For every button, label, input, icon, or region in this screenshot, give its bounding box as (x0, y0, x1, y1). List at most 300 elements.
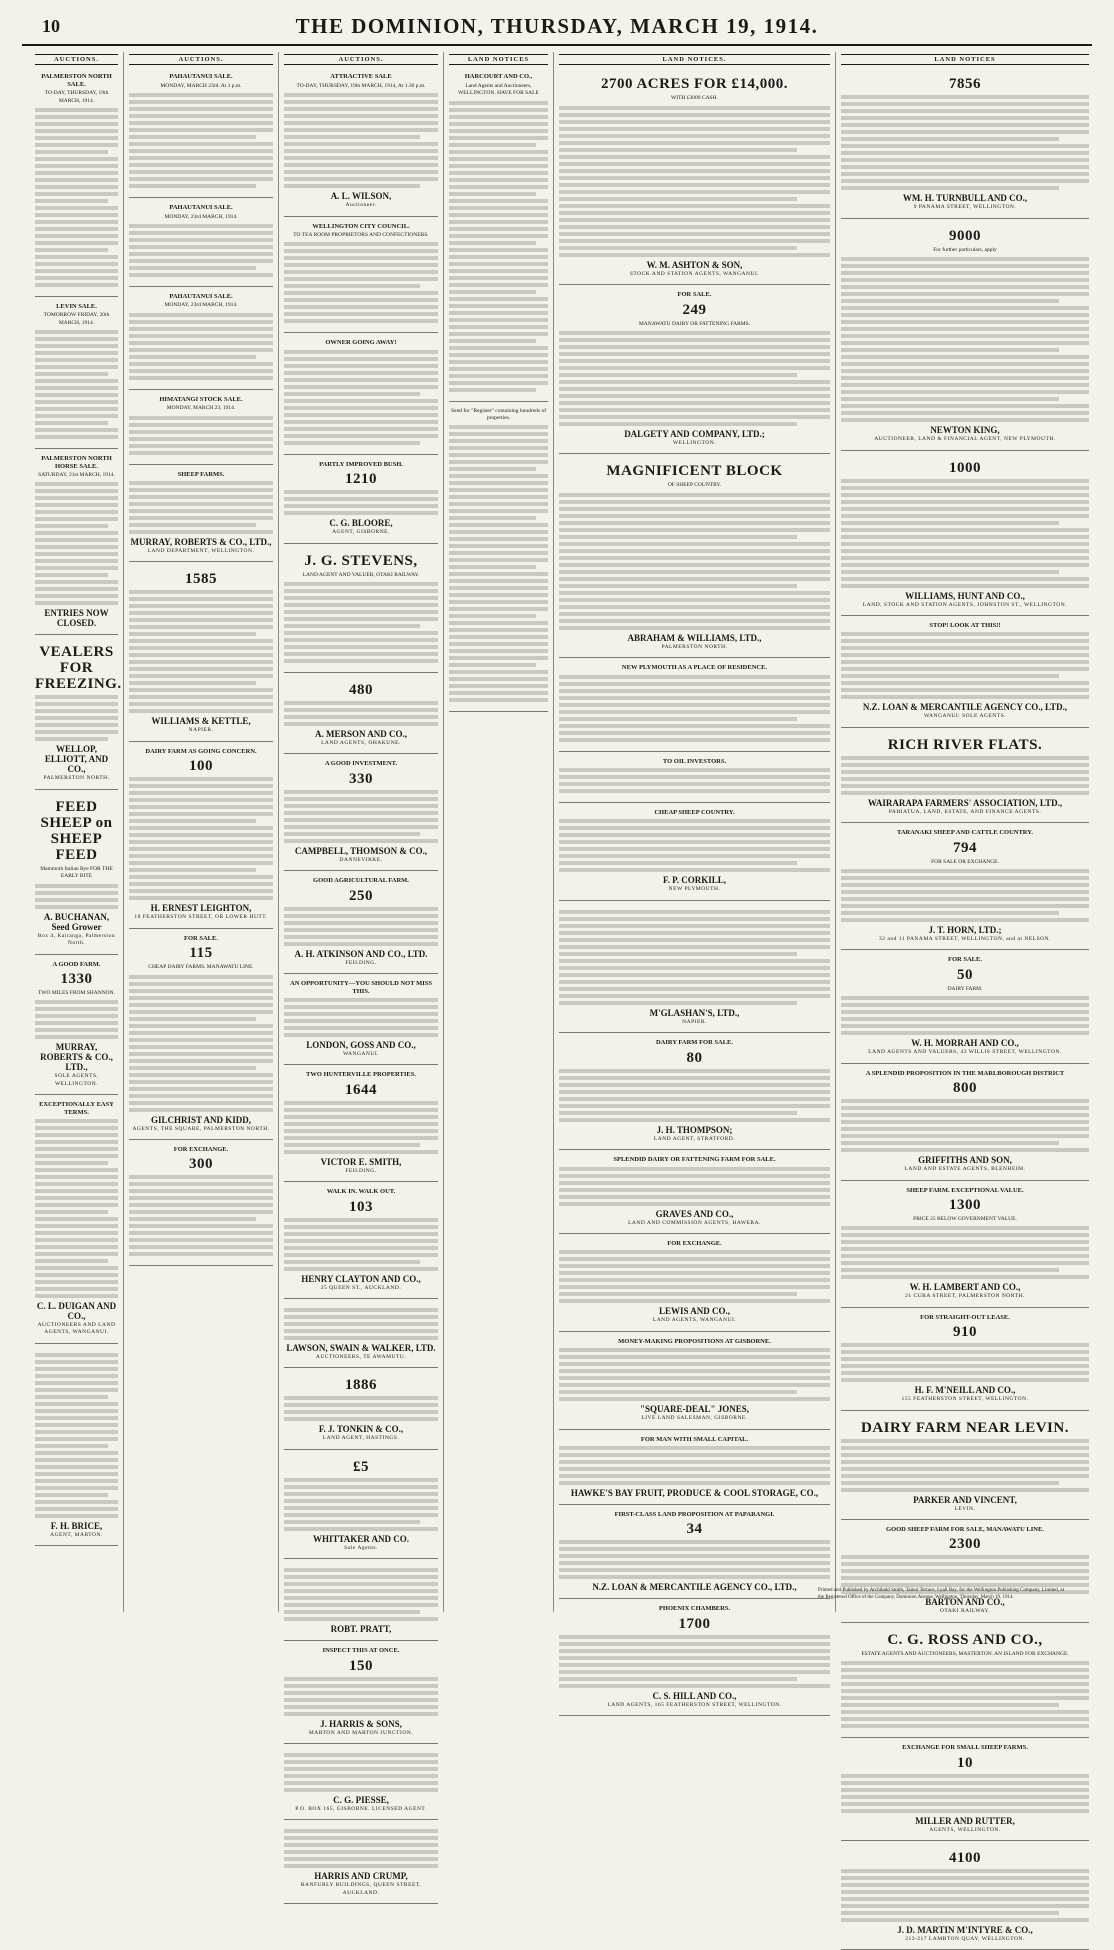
text-line (129, 1210, 273, 1214)
text-line (559, 1250, 830, 1254)
text-line (35, 1147, 118, 1151)
ad-subheading: TO-DAY, THURSDAY, 19th MARCH, 1914, At 1.30 p.m. (296, 82, 426, 89)
text-line (35, 1119, 118, 1123)
text-line (841, 770, 1089, 774)
ad-heading: EXCHANGE FOR SMALL SHEEP FARMS. (902, 1744, 1028, 1752)
text-line (129, 868, 256, 872)
text-line (35, 580, 118, 584)
ad-headline: 10 (957, 1754, 973, 1771)
text-line (35, 227, 118, 231)
text-line (841, 507, 1089, 511)
text-line (449, 220, 548, 224)
ad-body-text (284, 1829, 438, 1868)
text-line (841, 791, 1089, 795)
text-line (559, 127, 830, 131)
text-line (129, 437, 273, 441)
ad-agent-location: WANGANUI. (342, 1050, 380, 1057)
text-line (284, 1610, 420, 1614)
text-line (129, 646, 273, 650)
text-line (841, 1710, 1089, 1714)
text-line (559, 366, 830, 370)
ad-agent-name: HAWKE'S BAY FRUIT, PRODUCE & COOL STORAGE, CO., (570, 1487, 819, 1498)
ad-subheading: TO TEA ROOM PROPRIETORS AND CONFECTIONERS. (293, 232, 429, 239)
text-line (35, 1381, 118, 1385)
ad-subheading: MONDAY, 23rd MARCH, 1914. (164, 302, 238, 309)
text-line (129, 784, 273, 788)
text-line (129, 93, 273, 97)
text-line (559, 612, 830, 616)
text-line (841, 996, 1089, 1000)
text-line (841, 1233, 1089, 1237)
ad-body-text (449, 425, 548, 702)
text-line (841, 1481, 1059, 1485)
text-line (129, 695, 273, 699)
text-line (35, 171, 118, 175)
text-line (449, 565, 536, 569)
classified-ad (559, 806, 830, 901)
text-line (559, 528, 830, 532)
classified-ad (129, 565, 273, 741)
text-line (449, 234, 548, 238)
text-line (449, 670, 548, 674)
text-line (559, 1285, 830, 1289)
text-line (559, 1390, 797, 1394)
text-line (35, 1423, 118, 1427)
text-line (841, 1371, 1089, 1375)
ad-heading: DAIRY FARM AS GOING CONCERN. (145, 747, 257, 755)
ad-agent-location: AGENTS, WELLINGTON. (929, 1826, 1001, 1833)
classified-ad (284, 1747, 438, 1820)
text-line (284, 1101, 438, 1105)
ad-agent-name: MURRAY, ROBERTS & CO., LTD., (40, 1042, 113, 1073)
text-line (129, 259, 273, 263)
ad-body-text (129, 481, 273, 534)
text-line (35, 1133, 118, 1137)
text-line (35, 1175, 118, 1179)
text-line (35, 213, 118, 217)
text-line (841, 1343, 1089, 1347)
text-line (841, 1010, 1089, 1014)
ad-headline: 7856 (949, 76, 981, 93)
text-line (841, 1809, 1089, 1813)
ad-body-text (559, 1069, 830, 1122)
ad-subheading: MANAWATU DAIRY OR FATTENING FARMS. (638, 320, 751, 327)
text-line (129, 245, 273, 249)
text-line (129, 1108, 273, 1112)
text-line (35, 372, 108, 376)
text-line (841, 264, 1089, 268)
text-line (841, 369, 1089, 373)
classified-ad (284, 458, 438, 544)
text-line (841, 1127, 1089, 1131)
ad-headline: 34 (686, 1521, 703, 1538)
text-line (841, 137, 1059, 141)
text-line (284, 1788, 438, 1792)
text-line (284, 399, 438, 403)
text-line (35, 1360, 118, 1364)
text-line (841, 1576, 1089, 1580)
classified-ad (129, 1143, 273, 1266)
ad-agent-name: ENTRIES NOW CLOSED. (44, 608, 109, 629)
text-line (284, 1403, 438, 1407)
ad-agent-name: WHITTAKER AND CO. (312, 1533, 410, 1544)
ad-body-text (284, 1677, 438, 1716)
text-line (841, 1134, 1089, 1138)
text-line (35, 164, 118, 168)
text-line (449, 446, 548, 450)
ad-heading: FOR SALE. (948, 956, 982, 964)
ad-agent-name: LAWSON, SWAIN & WALKER, LTD. (286, 1342, 436, 1353)
ad-body-text (841, 1226, 1089, 1279)
classified-ad (559, 1036, 830, 1150)
ad-subheading: TOMORROW FRIDAY, 20th MARCH, 1914. (43, 312, 110, 326)
ad-subheading: CHEAP DAIRY FARMS. MANAWATU LINE. (148, 964, 254, 971)
classified-ad (35, 1098, 118, 1344)
text-line (449, 439, 548, 443)
column-heading: AUCTIONS. (284, 54, 438, 65)
text-line (841, 123, 1089, 127)
ad-agent-location: AGENT, GISBORNE. (332, 529, 390, 536)
imprint-footer: Printed and Published by Archibald Smith, Tainui Terrace, Lyall Bay, for the Wellington Publishing Company, Limited, at the Registered Office of the Company, Dominion Avenue, Wellington, Thursday, March 19, 1914. (818, 1588, 1064, 1600)
classified-ad (129, 932, 273, 1140)
text-line (559, 619, 830, 623)
ad-agent-location: LAND, STOCK AND STATION AGENTS, JOHNSTON ST., WELLINGTON. (862, 601, 1068, 608)
text-line (559, 696, 830, 700)
ad-agent-name: J. H. THOMPSON; (656, 1124, 733, 1135)
text-line (284, 652, 438, 656)
text-line (559, 987, 830, 991)
ad-agent-location: OTAKI RAILWAY. (939, 1608, 991, 1615)
text-line (449, 684, 548, 688)
text-line (449, 537, 548, 541)
ad-agent-location: LIVE LAND SALESMAN, GISBORNE. (641, 1415, 748, 1422)
ad-headline: 249 (682, 301, 707, 318)
text-line (559, 1397, 830, 1401)
text-line (35, 276, 118, 280)
text-line (129, 1189, 273, 1193)
text-line (35, 407, 118, 411)
ad-headline: 103 (349, 1198, 373, 1215)
text-line (841, 577, 1089, 581)
classified-ad (129, 468, 273, 563)
column-6 (836, 52, 1094, 1942)
ad-heading: SHEEP FARM. EXCEPTIONAL VALUE. (906, 1186, 1024, 1194)
ad-heading: LEVIN SALE. (56, 303, 97, 311)
ad-heading: A GOOD FARM. (52, 960, 101, 968)
text-line (35, 496, 118, 500)
ad-agent-name: LONDON, GOSS AND CO., (306, 1039, 416, 1050)
text-line (841, 1911, 1059, 1915)
classified-ad (841, 454, 1089, 616)
ad-agent-location: LEVIN. (954, 1505, 976, 1512)
classified-ad (841, 1184, 1089, 1308)
text-line (284, 511, 438, 515)
text-line (841, 493, 1089, 497)
classified-ad (449, 70, 548, 401)
text-line (841, 890, 1089, 894)
text-line (35, 1294, 118, 1298)
text-line (35, 531, 118, 535)
classified-ad (559, 755, 830, 803)
ad-heading: SPLENDID DAIRY OR FATTENING FARM FOR SALE. (613, 1156, 776, 1164)
text-line (449, 530, 548, 534)
text-line (129, 639, 273, 643)
ad-agent-name: GRIFFITHS AND SON, (918, 1155, 1012, 1166)
text-line (284, 1781, 438, 1785)
text-line (841, 1774, 1089, 1778)
text-line (841, 549, 1089, 553)
text-line (129, 224, 273, 228)
ad-agent-name: J. T. HORN, LTD.; (928, 925, 1002, 936)
text-line (559, 1104, 830, 1108)
text-line (841, 570, 1059, 574)
text-line (559, 148, 797, 152)
text-line (35, 1252, 118, 1256)
text-line (559, 945, 830, 949)
text-line (284, 1253, 438, 1257)
text-line (129, 430, 273, 434)
text-line (449, 593, 548, 597)
text-line (841, 278, 1089, 282)
text-line (284, 163, 438, 167)
text-line (841, 1897, 1089, 1901)
ad-agent-name: J. HARRIS & SONS, (320, 1718, 402, 1729)
text-line (35, 330, 118, 334)
text-line (129, 376, 273, 380)
ad-heading: TARANAKI SHEEP AND CATTLE COUNTRY. (897, 829, 1033, 837)
text-line (284, 1506, 438, 1510)
ad-agent-name: PARKER AND VINCENT, (913, 1494, 1017, 1505)
text-line (559, 731, 830, 735)
ad-agent-name: C. L. DUIGAN AND CO., (36, 1300, 117, 1321)
ad-headline: 800 (953, 1080, 977, 1097)
text-line (841, 313, 1089, 317)
classified-ad (841, 619, 1089, 728)
text-line (284, 385, 438, 389)
text-line (841, 306, 1089, 310)
ad-agent-location: Sole Agents. (344, 1544, 378, 1551)
text-line (284, 1691, 438, 1695)
text-line (284, 1322, 438, 1326)
ad-heading: STOP! LOOK AT THIS!! (929, 622, 1001, 630)
text-line (841, 1446, 1089, 1450)
text-line (559, 380, 830, 384)
classified-ad (35, 1347, 118, 1546)
ad-agent-location: SOLE AGENTS, WELLINGTON. (54, 1073, 99, 1087)
ad-heading: FOR EXCHANGE. (173, 1145, 229, 1153)
ad-body-text (841, 95, 1089, 190)
text-line (449, 297, 548, 301)
text-line (559, 868, 830, 872)
text-line (449, 185, 548, 189)
ad-subheading: For further particulars, apply (933, 246, 997, 253)
ad-body-text (284, 1396, 438, 1421)
text-line (449, 388, 536, 392)
ad-headline: J. G. STEVENS, (304, 552, 418, 569)
text-line (841, 1788, 1089, 1792)
text-line (449, 318, 548, 322)
text-line (129, 819, 256, 823)
ad-heading: FOR MAN WITH SMALL CAPITAL. (640, 1435, 749, 1443)
text-line (129, 495, 273, 499)
ad-agent-location: WANGANUI: SOLE AGENTS. (923, 713, 1007, 720)
classified-ad (284, 676, 438, 754)
classified-ad (841, 953, 1089, 1063)
text-line (35, 482, 118, 486)
text-line (841, 418, 1089, 422)
text-line (559, 682, 830, 686)
text-line (129, 1252, 273, 1256)
text-line (841, 109, 1089, 113)
text-line (559, 1453, 830, 1457)
ad-body-text (841, 756, 1089, 795)
text-line (129, 798, 273, 802)
text-line (559, 1348, 830, 1352)
text-line (559, 577, 830, 581)
ad-heading: PAHAUTANUI SALE. (169, 293, 233, 301)
text-line (35, 1014, 118, 1018)
text-line (284, 935, 438, 939)
ad-headline: 4100 (949, 1849, 981, 1866)
ad-agent-location: LAND DEPARTMENT, WELLINGTON. (147, 548, 255, 555)
classified-ad (284, 70, 438, 216)
text-line (559, 176, 830, 180)
text-line (284, 170, 438, 174)
text-line (284, 1836, 438, 1840)
text-line (841, 756, 1089, 760)
ad-heading: FOR EXCHANGE. (667, 1239, 722, 1247)
ad-body-text (841, 1343, 1089, 1382)
text-line (35, 414, 118, 418)
text-line (35, 1287, 118, 1291)
text-line (559, 1663, 830, 1667)
text-line (129, 156, 273, 160)
ad-body-text (841, 632, 1089, 699)
text-line (559, 211, 830, 215)
ad-subheading: FOR SALE OR EXCHANGE. (931, 858, 999, 865)
text-line (841, 292, 1089, 296)
text-line (559, 959, 830, 963)
text-line (129, 861, 273, 865)
text-line (284, 357, 438, 361)
text-line (841, 653, 1089, 657)
text-line (284, 998, 438, 1002)
classified-ad (284, 220, 438, 334)
ad-agent-location: PAHIATUA, LAND, ESTATE, AND FINANCE AGENTS. (888, 808, 1042, 815)
text-line (841, 404, 1089, 408)
ad-heading: FOR SALE. (184, 934, 218, 942)
text-line (559, 917, 830, 921)
text-line (559, 141, 830, 145)
text-line (559, 1202, 830, 1206)
text-line (449, 192, 536, 196)
classified-ad (284, 1302, 438, 1368)
ad-agent-location: NAPIER. (188, 727, 214, 734)
text-line (129, 114, 273, 118)
text-line (841, 1724, 1089, 1728)
ad-agent-name: GRAVES AND CO., (655, 1208, 734, 1219)
text-line (129, 1073, 273, 1077)
text-line (559, 521, 830, 525)
text-line (841, 667, 1089, 671)
text-line (129, 142, 273, 146)
ad-agent-location: 9 PANAMA STREET, WELLINGTON. (913, 204, 1017, 211)
ad-headline: 1210 (345, 471, 377, 488)
text-line (841, 1795, 1089, 1799)
ad-agent-name: F. P. CORKILL, (662, 875, 727, 886)
text-line (129, 100, 273, 104)
text-line (559, 1001, 797, 1005)
text-line (559, 973, 830, 977)
ad-heading: HARCOURT AND CO., (464, 73, 533, 81)
text-line (35, 157, 118, 161)
classified-ad (841, 1626, 1089, 1738)
text-line (129, 982, 273, 986)
text-line (559, 155, 830, 159)
ad-agent-location: NEW PLYMOUTH. (668, 886, 721, 893)
ad-heading: WELLINGTON CITY COUNCIL. (312, 222, 410, 230)
text-line (559, 1278, 830, 1282)
text-line (129, 107, 273, 111)
text-line (284, 1225, 438, 1229)
text-line (559, 1181, 830, 1185)
text-line (284, 914, 438, 918)
text-line (449, 432, 548, 436)
ad-agent-location: LAND AGENTS AND VALUERS, 43 WILLIS STREET, WELLINGTON. (868, 1049, 1062, 1056)
text-line (35, 206, 118, 210)
text-line (284, 708, 438, 712)
text-line (841, 1357, 1089, 1361)
text-line (129, 791, 273, 795)
text-line (35, 1465, 118, 1469)
text-line (284, 364, 438, 368)
text-line (841, 362, 1089, 366)
text-line (284, 1485, 438, 1489)
text-line (284, 1753, 438, 1757)
text-line (284, 1026, 438, 1030)
text-line (449, 332, 548, 336)
text-line (129, 618, 273, 622)
text-line (35, 1273, 118, 1277)
text-line (449, 325, 548, 329)
text-line (35, 1353, 118, 1357)
text-line (129, 1038, 273, 1042)
ad-agent-name: CAMPBELL, THOMSON & CO., (294, 845, 428, 856)
text-line (284, 722, 438, 726)
text-line (449, 495, 548, 499)
text-line (841, 632, 1089, 636)
text-line (35, 358, 118, 362)
ad-agent-name: F. H. BRICE, (50, 1520, 103, 1531)
text-line (35, 587, 118, 591)
ad-body-text (841, 257, 1089, 422)
ad-heading: FIRST-CLASS LAND PROPOSITION AT PAPARANGI. (614, 1510, 775, 1518)
text-line (284, 1417, 438, 1421)
text-line (559, 910, 830, 914)
text-line (559, 120, 830, 124)
ad-headline: 1000 (949, 459, 981, 476)
text-line (449, 656, 548, 660)
ad-agent-name: NEWTON KING, (930, 425, 1000, 436)
text-line (559, 1369, 830, 1373)
ad-body-text (559, 331, 830, 426)
text-line (284, 1478, 438, 1482)
text-line (35, 199, 108, 203)
text-line (129, 1052, 273, 1056)
text-line (129, 1231, 273, 1235)
ad-agent-name: HARRIS AND CRUMP, (314, 1871, 408, 1882)
text-line (35, 737, 108, 741)
